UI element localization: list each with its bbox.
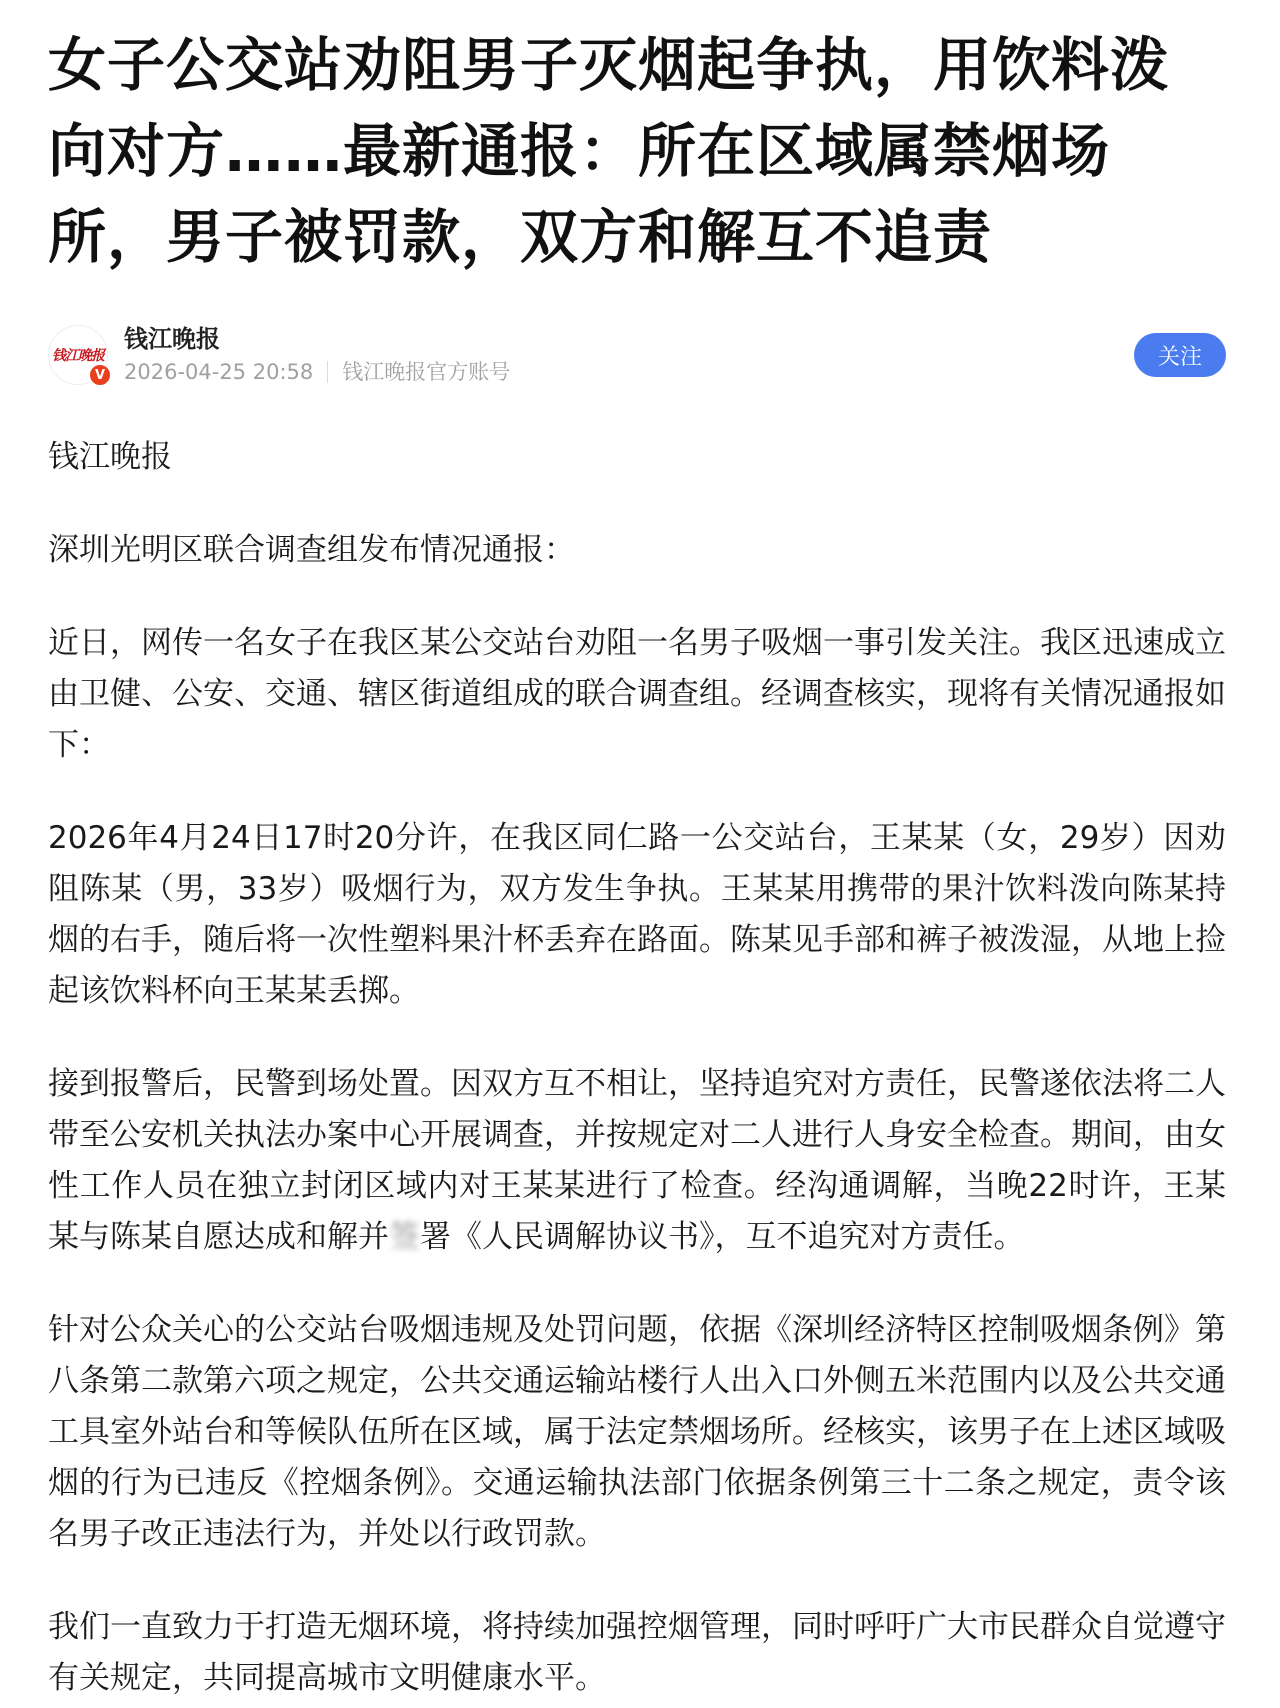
paragraph: 钱江晚报 bbox=[48, 439, 172, 475]
paragraph-text: 接到报警后，民警到场处置。因双方互不相让，坚持追究对方责任，民警遂依法将二人带至公安机关执法办案中心开展调查，并按规定对二人进行人身安全检查。期间，由女性工作人员在独立封闭区域内对王某某进行了检查。经沟通调解，当晚22时许，王某某与陈某自愿达成和解并 bbox=[48, 1066, 1226, 1255]
paragraph-text: 署《人民调解协议书》，互不追究对方责任。 bbox=[420, 1219, 1025, 1255]
article-body bbox=[48, 432, 1226, 1704]
paragraph bbox=[48, 1059, 1226, 1263]
publish-datetime: 2026-04-25 20:58 bbox=[124, 360, 314, 384]
blurred-character: 签 bbox=[389, 1219, 420, 1255]
author-name[interactable]: 钱江晚报 bbox=[124, 325, 220, 353]
avatar[interactable] bbox=[48, 325, 108, 385]
article-title: 女子公交站劝阻男子灭烟起争执，用饮料泼向对方……最新通报：所在区域属禁烟场所，男子被罚款，双方和解互不追责 bbox=[48, 31, 1170, 271]
follow-button[interactable]: 关注 bbox=[1134, 333, 1226, 377]
account-description: 钱江晚报官方账号 bbox=[342, 360, 511, 384]
paragraph: 2026年4月24日17时20分许，在我区同仁路一公交站台，王某某（女，29岁）因劝阻陈某（男，33岁）吸烟行为，双方发生争执。王某某用携带的果汁饮料泼向陈某持烟的右手，随后将一次性塑料果汁杯丢弃在路面。陈某见手部和裤子被泼湿，从地上捡起该饮料杯向王某某丢掷。 bbox=[48, 820, 1226, 1009]
divider bbox=[327, 361, 328, 383]
paragraph: 针对公众关心的公交站台吸烟违规及处罚问题，依据《深圳经济特区控制吸烟条例》第八条第二款第六项之规定，公共交通运输站楼行人出入口外侧五米范围内以及公共交通工具室外站台和等候队伍所在区域，属于法定禁烟场所。经核实，该男子在上述区域吸烟的行为已违反《控烟条例》。交通运输执法部门依据条例第三十二条之规定，责令该名男子改正违法行为，并处以行政罚款。 bbox=[48, 1312, 1226, 1552]
verified-badge-icon: V bbox=[89, 364, 111, 386]
paragraph: 近日，网传一名女子在我区某公交站台劝阻一名男子吸烟一事引发关注。我区迅速成立由卫健、公安、交通、辖区街道组成的联合调查组。经调查核实，现将有关情况通报如下： bbox=[48, 625, 1226, 763]
author-bar bbox=[48, 320, 1226, 390]
paragraph: 深圳光明区联合调查组发布情况通报： bbox=[48, 532, 575, 568]
publisher-logo: 钱江晚报 bbox=[52, 348, 104, 364]
paragraph: 我们一直致力于打造无烟环境，将持续加强控烟管理，同时呼吁广大市民群众自觉遵守有关规定，共同提高城市文明健康水平。 bbox=[48, 1609, 1226, 1696]
